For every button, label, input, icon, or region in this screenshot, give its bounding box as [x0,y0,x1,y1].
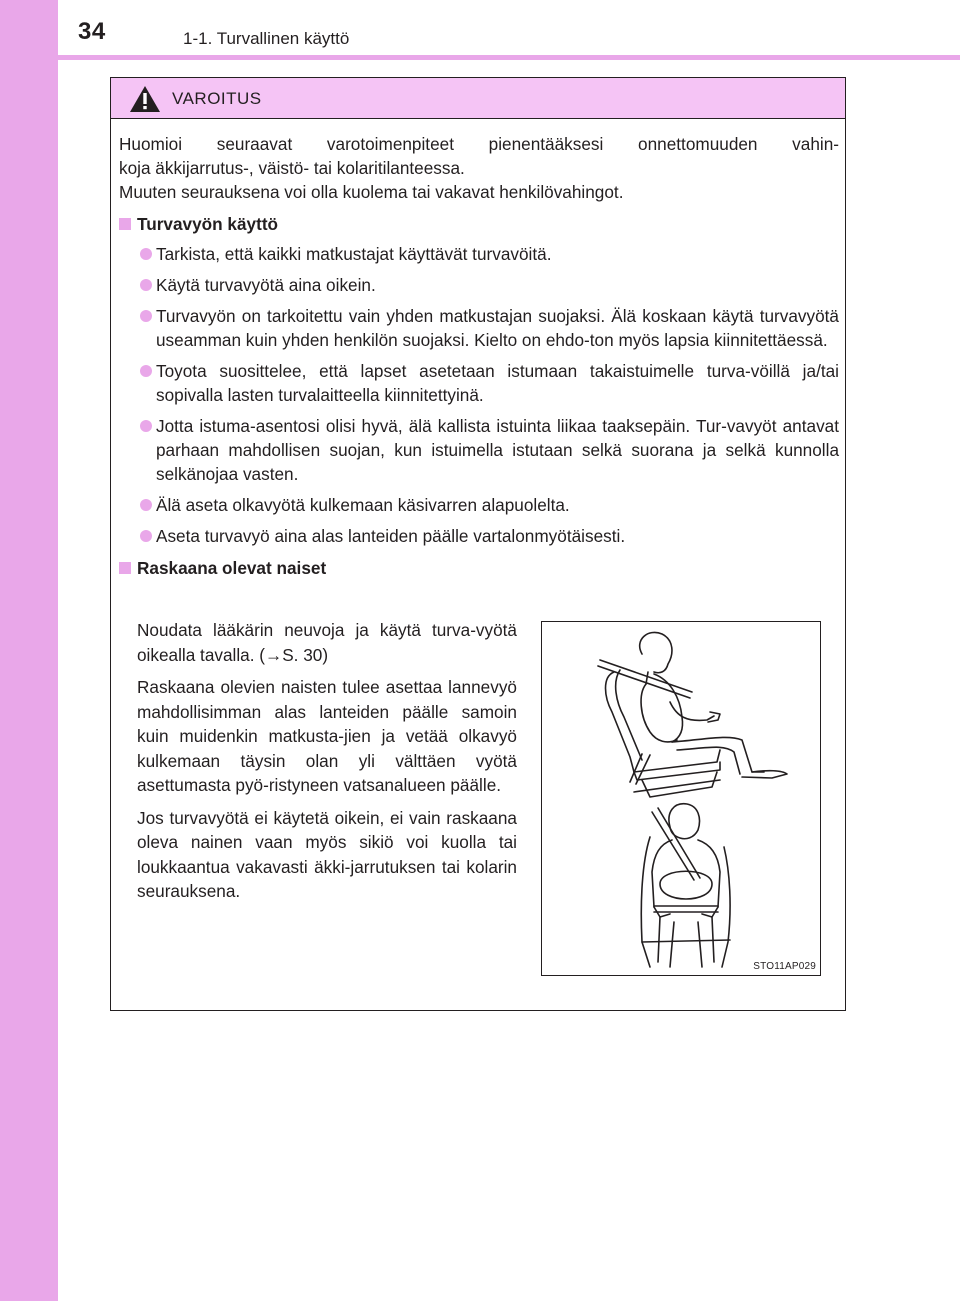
square-bullet-icon [119,218,131,230]
section-heading-pregnant-women [119,556,839,580]
list-item [119,493,839,517]
list-item [119,359,839,407]
section-heading-text: Raskaana olevat naiset [137,558,327,578]
figure-code: STO11AP029 [753,961,816,972]
warning-header [111,78,845,119]
intro-line: koja äkkijarrutus-, väistö- tai kolaritilanteessa. [119,158,465,178]
list-item-text: Aseta turvavyö aina alas lanteiden päälle vartalonmyötäisesti. [156,526,626,546]
paragraph: Noudata lääkärin neuvoja ja käytä turva-vyötä oikealla tavalla. (→S. 30) [137,620,517,665]
list-item [119,414,839,486]
round-bullet-icon [140,310,152,322]
paragraph: Raskaana olevien naisten tulee asettaa lannevyö mahdollisimman alas lanteiden päälle samoin kuin muidenkin matkusta-jien ja vetää olkavyö kulkemaan täysin olan yli välttäen vyötä asettumasta pyö-ristyneen vatsanalueen päälle. [137,677,517,795]
round-bullet-icon [140,279,152,291]
side-color-band [0,0,58,1301]
warning-triangle-icon [128,84,162,114]
square-bullet-icon [119,562,131,574]
paragraph: Jos turvavyötä ei käytetä oikein, ei vain raskaana oleva nainen vaan myös sikiö voi kuolla tai loukkaantua vakavasti äkki-jarrutuksen tai kolarin seurauksena. [137,807,517,901]
list-item-text: Toyota suosittelee, että lapset asetetaan istumaan takaistuimelle turva-vöillä ja/tai sopivalla lasten turvalaitteella kiinnitettyinä. [156,361,839,405]
round-bullet-icon [140,499,152,511]
pregnant-seatbelt-illustration [541,621,821,976]
intro-line: Muuten seurauksena voi olla kuolema tai vakavat henkilövahingot. [119,182,624,202]
round-bullet-icon [140,530,152,542]
warning-content [119,132,839,580]
header-rule [58,55,960,60]
section-heading-seatbelt-use [119,212,839,236]
round-bullet-icon [140,420,152,432]
pregnant-women-text [137,618,517,912]
list-item [119,524,839,548]
warning-intro [119,132,839,204]
list-item-text: Käytä turvavyötä aina oikein. [156,275,376,295]
list-item-text: Tarkista, että kaikki matkustajat käyttävät turvavöitä. [156,244,552,264]
list-item [119,304,839,352]
round-bullet-icon [140,248,152,260]
warning-box [110,77,846,1011]
list-item-text: Turvavyön on tarkoitettu vain yhden matkustajan suojaksi. Älä koskaan käytä turvavyötä useamman kuin yhden henkilön suojaksi. Kielto on ehdo-ton myös lapsia kiinnitettäessä. [156,306,839,350]
seatbelt-figure-drawing [542,622,820,975]
warning-title: VAROITUS [172,89,262,108]
intro-line: Huomioi seuraavat varotoimenpiteet pienentääksesi onnettomuuden vahin- [119,134,839,154]
list-item [119,242,839,266]
list-item-text: Jotta istuma-asentosi olisi hyvä, älä kallista istuinta liikaa taaksepäin. Tur-vavyöt antavat parhaan mahdollisen suojan, kun istuimella istutaan selkä suorana ja selkä kunnolla selkänojaa vasten. [156,416,839,484]
seatbelt-bullet-list [119,242,839,548]
section-heading-text: Turvavyön käyttö [137,214,279,234]
list-item [119,273,839,297]
page-number: 34 [78,18,106,45]
section-title: 1-1. Turvallinen käyttö [183,29,350,48]
list-item-text: Älä aseta olkavyötä kulkemaan käsivarren alapuolelta. [156,495,570,515]
round-bullet-icon [140,365,152,377]
